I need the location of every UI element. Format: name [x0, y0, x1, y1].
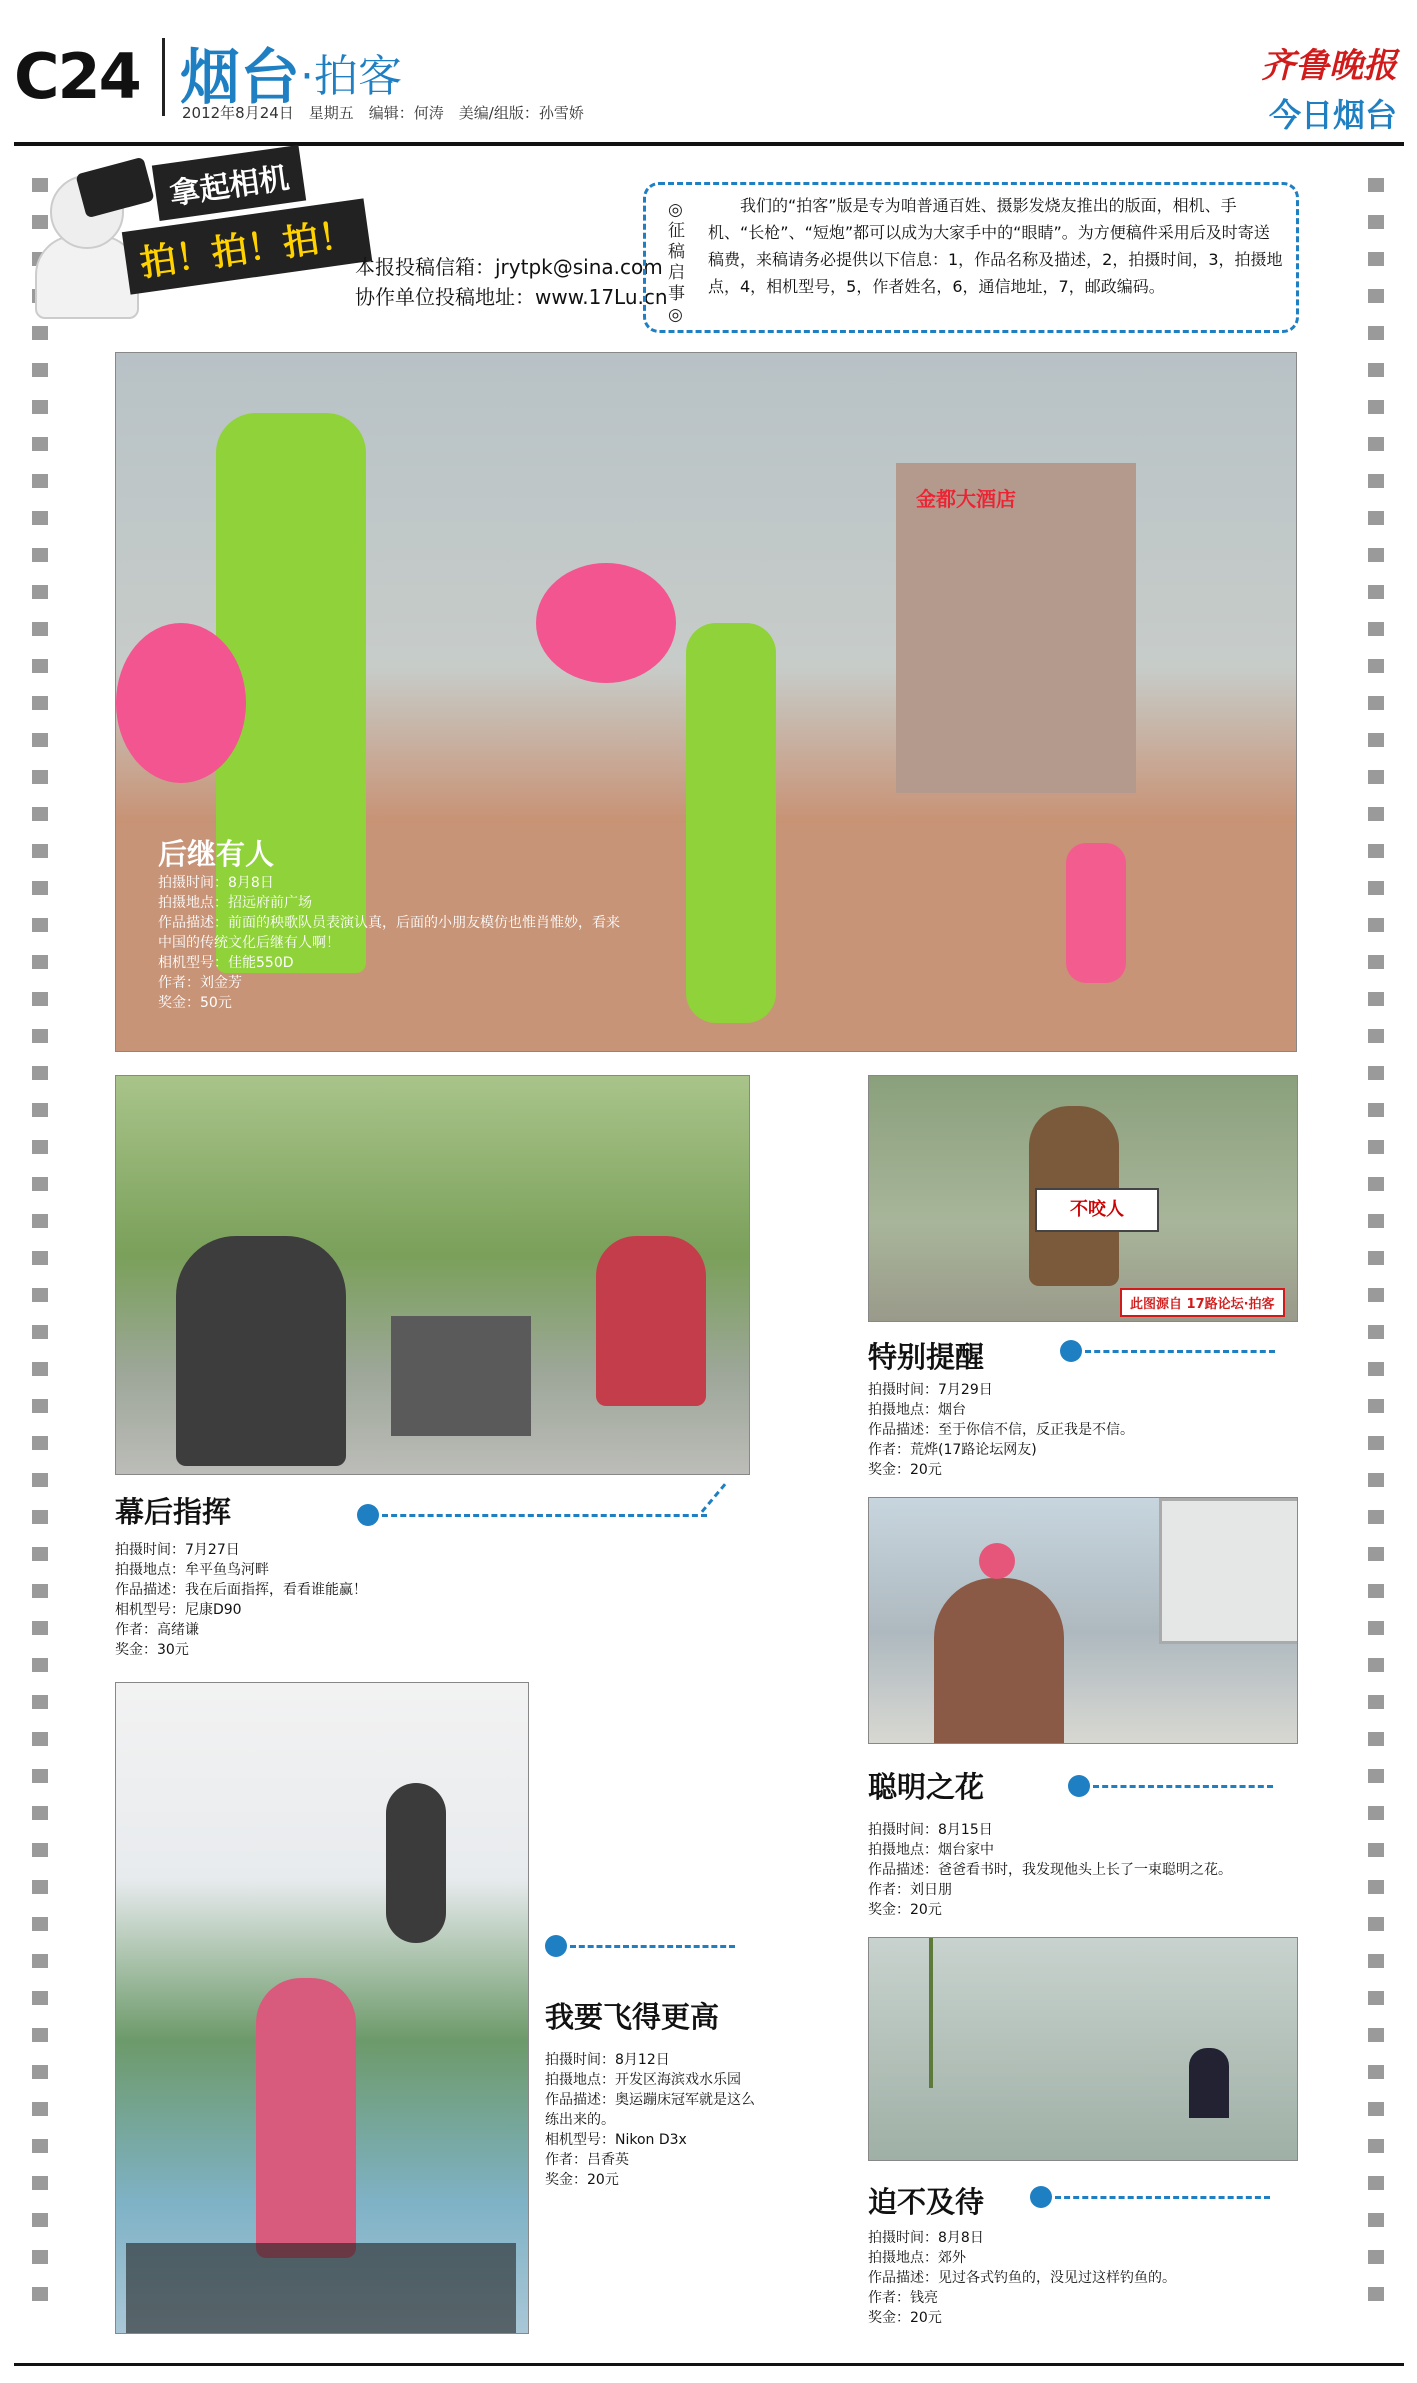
film-hole [32, 1769, 48, 1783]
bullet-dot [1060, 1340, 1082, 1362]
film-hole [32, 2065, 48, 2079]
bullet-dot [545, 1935, 567, 1957]
film-hole [1368, 2287, 1384, 2301]
caption-bath [868, 1820, 1232, 1920]
caption-line: 拍摄时间：7月29日 [868, 1382, 993, 1398]
caption-title: 后继有人 [158, 837, 275, 871]
caption-line: 拍摄时间：8月8日 [868, 2230, 984, 2246]
caption-line: 奖金：20元 [545, 2172, 619, 2188]
film-hole [1368, 363, 1384, 377]
banner-line1: 拿起相机 [152, 145, 306, 221]
caption-line: 作者：吕香英 [545, 2152, 629, 2168]
film-hole [1368, 992, 1384, 1006]
dancer-figure [686, 623, 776, 1023]
film-hole [32, 1695, 48, 1709]
camera-icon [75, 157, 154, 219]
film-hole [1368, 1843, 1384, 1857]
dash-line [382, 1514, 707, 1517]
chess-table [391, 1316, 531, 1436]
photo-fish [868, 1937, 1298, 2161]
dash-line [570, 1945, 735, 1948]
film-hole [32, 2028, 48, 2042]
fan-prop [536, 563, 676, 683]
film-hole [32, 881, 48, 895]
film-hole [1368, 474, 1384, 488]
film-hole [32, 437, 48, 451]
trampoline [126, 2243, 516, 2333]
film-hole [1368, 733, 1384, 747]
film-hole [1368, 844, 1384, 858]
newspaper-logo: 齐鲁晚报 [1261, 46, 1397, 86]
caption-fish [868, 2228, 1176, 2328]
film-hole [32, 1029, 48, 1043]
hotel-building [896, 463, 1136, 793]
film-hole [1368, 511, 1384, 525]
film-hole [1368, 437, 1384, 451]
caption-line: 作品描述：至于你信不信，反正我是不信。 [868, 1422, 1134, 1438]
child-figure [386, 1783, 446, 1943]
chess-title: 幕后指挥 [115, 1495, 232, 1529]
film-hole [1368, 585, 1384, 599]
film-hole [32, 659, 48, 673]
film-hole [1368, 2065, 1384, 2079]
film-hole [1368, 2176, 1384, 2190]
photo-chess [115, 1075, 750, 1475]
film-hole [32, 1806, 48, 1820]
film-hole [1368, 1695, 1384, 1709]
caption-line: 作者：刘日朋 [868, 1882, 952, 1898]
person-figure [934, 1578, 1064, 1743]
woman-figure [596, 1236, 706, 1406]
film-hole [1368, 289, 1384, 303]
caption-line: 作品描述：奥运蹦床冠军就是这么练出来的。 [545, 2092, 755, 2128]
film-hole [32, 548, 48, 562]
film-hole [32, 1140, 48, 1154]
film-hole [1368, 1954, 1384, 1968]
contact-info [355, 252, 668, 312]
film-hole [32, 844, 48, 858]
fan-prop [116, 623, 246, 783]
film-hole [32, 1880, 48, 1894]
film-hole [1368, 1362, 1384, 1376]
fish-title: 迫不及待 [868, 2185, 985, 2219]
film-hole [1368, 2250, 1384, 2264]
caption-lines [158, 873, 628, 1013]
film-hole [32, 770, 48, 784]
film-hole [1368, 1214, 1384, 1228]
film-hole [32, 400, 48, 414]
bullet-dot [1068, 1775, 1090, 1797]
film-hole [1368, 1325, 1384, 1339]
film-hole [1368, 881, 1384, 895]
film-strip-right [1368, 178, 1384, 2324]
film-hole [1368, 1251, 1384, 1265]
film-hole [1368, 1917, 1384, 1931]
film-hole [1368, 955, 1384, 969]
film-hole [1368, 770, 1384, 784]
bath-title: 聪明之花 [868, 1770, 985, 1804]
dog-title: 特别提醒 [868, 1340, 985, 1374]
fisherman-figure [1189, 2048, 1229, 2118]
caption-line: 相机型号：Nikon D3x [545, 2132, 687, 2148]
notice-tag: ◎征稿启事◎ [668, 200, 685, 325]
film-hole [1368, 1510, 1384, 1524]
dash-line [1093, 1785, 1273, 1788]
caption-line: 奖金：20元 [868, 1462, 942, 1478]
film-hole [1368, 1621, 1384, 1635]
film-hole [1368, 1177, 1384, 1191]
film-hole [1368, 1547, 1384, 1561]
film-hole [32, 1658, 48, 1672]
film-hole [32, 326, 48, 340]
film-hole [32, 474, 48, 488]
caption-line: 奖金：30元 [115, 1642, 189, 1658]
film-hole [32, 1066, 48, 1080]
film-hole [1368, 1436, 1384, 1450]
caption-line: 拍摄地点：烟台家中 [868, 1842, 994, 1858]
header-divider [162, 38, 165, 116]
film-hole [1368, 622, 1384, 636]
footer-rule [14, 2363, 1404, 2366]
film-hole [32, 622, 48, 636]
dash-line [1085, 1350, 1275, 1353]
contact-email: 本报投稿信箱：jrytpk@sina.com [355, 255, 663, 279]
caption-line: 奖金：20元 [868, 2310, 942, 2326]
film-hole [1368, 548, 1384, 562]
film-strip-left [32, 178, 48, 2324]
film-hole [1368, 326, 1384, 340]
film-hole [32, 992, 48, 1006]
caption-line: 拍摄地点：牟平鱼鸟河畔 [115, 1562, 269, 1578]
film-hole [1368, 1399, 1384, 1413]
film-hole [32, 1251, 48, 1265]
caption-dog [868, 1380, 1134, 1480]
caption-line: 拍摄时间：8月12日 [545, 2052, 670, 2068]
film-hole [32, 1510, 48, 1524]
region-title: 今日烟台 [1268, 96, 1397, 134]
film-hole [1368, 1732, 1384, 1746]
film-hole [32, 1362, 48, 1376]
film-hole [1368, 1806, 1384, 1820]
film-hole [32, 955, 48, 969]
dash-line [1055, 2196, 1270, 2199]
header-rule [14, 142, 1404, 146]
film-hole [32, 2250, 48, 2264]
caption-line: 相机型号：佳能550D [158, 955, 294, 971]
film-hole [32, 1991, 48, 2005]
film-hole [32, 1214, 48, 1228]
film-hole [32, 1584, 48, 1598]
caption-line: 相机型号：尼康D90 [115, 1602, 242, 1618]
photo-bath [868, 1497, 1298, 1744]
film-hole [32, 1954, 48, 1968]
caption-line: 拍摄时间：7月27日 [115, 1542, 240, 1558]
banner-line2: 拍！拍！拍！ [122, 198, 372, 294]
film-hole [32, 733, 48, 747]
film-hole [32, 1288, 48, 1302]
film-hole [32, 1399, 48, 1413]
film-hole [1368, 1140, 1384, 1154]
film-hole [32, 1177, 48, 1191]
film-hole [1368, 1288, 1384, 1302]
film-hole [1368, 1066, 1384, 1080]
film-hole [1368, 178, 1384, 192]
film-hole [32, 1473, 48, 1487]
film-hole [32, 178, 48, 192]
film-hole [32, 2102, 48, 2116]
film-hole [32, 363, 48, 377]
caption-jump [545, 2050, 755, 2190]
caption-line: 拍摄地点：烟台 [868, 1402, 966, 1418]
caption-line: 拍摄地点：郊外 [868, 2250, 966, 2266]
film-hole [1368, 659, 1384, 673]
caption-line: 拍摄地点：招远府前广场 [158, 895, 312, 911]
dash-line [701, 1483, 726, 1513]
caption-line: 拍摄时间：8月8日 [158, 875, 274, 891]
contact-site: 协作单位投稿地址：www.17Lu.cn [355, 285, 668, 309]
dateline: 2012年8月24日 星期五 编辑：何涛 美编/组版：孙雪娇 [182, 104, 584, 122]
film-hole [1368, 1769, 1384, 1783]
photo-jump [115, 1682, 529, 2334]
film-hole [32, 1917, 48, 1931]
film-hole [1368, 1103, 1384, 1117]
film-hole [1368, 1880, 1384, 1894]
film-hole [32, 1325, 48, 1339]
caption-chess [115, 1540, 367, 1660]
film-hole [1368, 2028, 1384, 2042]
film-hole [1368, 1584, 1384, 1598]
bullet-dot [357, 1504, 379, 1526]
film-hole [1368, 2139, 1384, 2153]
film-hole [1368, 1473, 1384, 1487]
hotel-sign: 金都大酒店 [916, 487, 1016, 511]
child-figure [1066, 843, 1126, 983]
film-hole [32, 918, 48, 932]
notice-text: 我们的“拍客”版是专为咱普通百姓、摄影发烧友推出的版面，相机、手机、“长枪”、“短炮”都可以成为大家手中的“眼睛”。为方便稿件采用后及时寄送稿费，来稿请务必提供以下信息：1，作品名称及描述，2，拍摄时间，3，拍摄地点，4，相机型号，5，作者姓名，6，通信地址，7，邮政编码。 [708, 196, 1283, 296]
film-hole [32, 2213, 48, 2227]
film-hole [32, 2176, 48, 2190]
film-hole [1368, 215, 1384, 229]
film-hole [32, 1843, 48, 1857]
film-hole [32, 807, 48, 821]
caption-line: 拍摄时间：8月15日 [868, 1822, 993, 1838]
jump-title: 我要飞得更高 [545, 2000, 720, 2034]
caption-main [158, 832, 628, 1013]
section-subtitle: ·拍客 [300, 51, 402, 102]
bullet-dot [1030, 2186, 1052, 2208]
dog-sign: 不咬人 [1035, 1188, 1159, 1232]
page-number: C24 [14, 40, 140, 113]
caption-line: 奖金：20元 [868, 1902, 942, 1918]
film-hole [1368, 400, 1384, 414]
film-hole [32, 1103, 48, 1117]
caption-line: 拍摄地点：开发区海滨戏水乐园 [545, 2072, 741, 2088]
flower-icon [979, 1543, 1015, 1579]
willow-branch [929, 1938, 933, 2088]
film-hole [32, 2287, 48, 2301]
caption-line: 作品描述：爸爸看书时，我发现他头上长了一束聪明之花。 [868, 1862, 1232, 1878]
woman-figure [256, 1978, 356, 2258]
caption-line: 作者：高绪谦 [115, 1622, 199, 1638]
film-hole [32, 511, 48, 525]
caption-line: 作品描述：见过各式钓鱼的，没见过这样钓鱼的。 [868, 2270, 1176, 2286]
caption-line: 作者：钱亮 [868, 2290, 938, 2306]
window [1159, 1498, 1298, 1644]
film-hole [32, 1621, 48, 1635]
film-hole [32, 696, 48, 710]
film-hole [1368, 1029, 1384, 1043]
film-hole [1368, 918, 1384, 932]
film-hole [1368, 2102, 1384, 2116]
caption-line: 作品描述：我在后面指挥，看看谁能赢！ [115, 1582, 367, 1598]
film-hole [32, 215, 48, 229]
film-hole [1368, 1658, 1384, 1672]
film-hole [1368, 696, 1384, 710]
film-hole [1368, 807, 1384, 821]
caption-line: 作者：荒烨(17路论坛网友) [868, 1442, 1037, 1458]
film-hole [32, 1436, 48, 1450]
caption-line: 作品描述：前面的秧歌队员表演认真，后面的小朋友模仿也惟肖惟妙，看来中国的传统文化后继有人啊！ [158, 915, 620, 951]
film-hole [32, 1732, 48, 1746]
film-hole [32, 585, 48, 599]
caption-line: 作者：刘金芳 [158, 975, 242, 991]
source-tag: 此图源自 17路论坛·拍客 [1120, 1288, 1285, 1317]
film-hole [32, 2139, 48, 2153]
film-hole [1368, 2213, 1384, 2227]
section-title: 烟台 [180, 43, 300, 113]
film-hole [1368, 252, 1384, 266]
film-hole [1368, 1991, 1384, 2005]
caption-line: 奖金：50元 [158, 995, 232, 1011]
film-hole [32, 1547, 48, 1561]
statue-figure [176, 1236, 346, 1466]
